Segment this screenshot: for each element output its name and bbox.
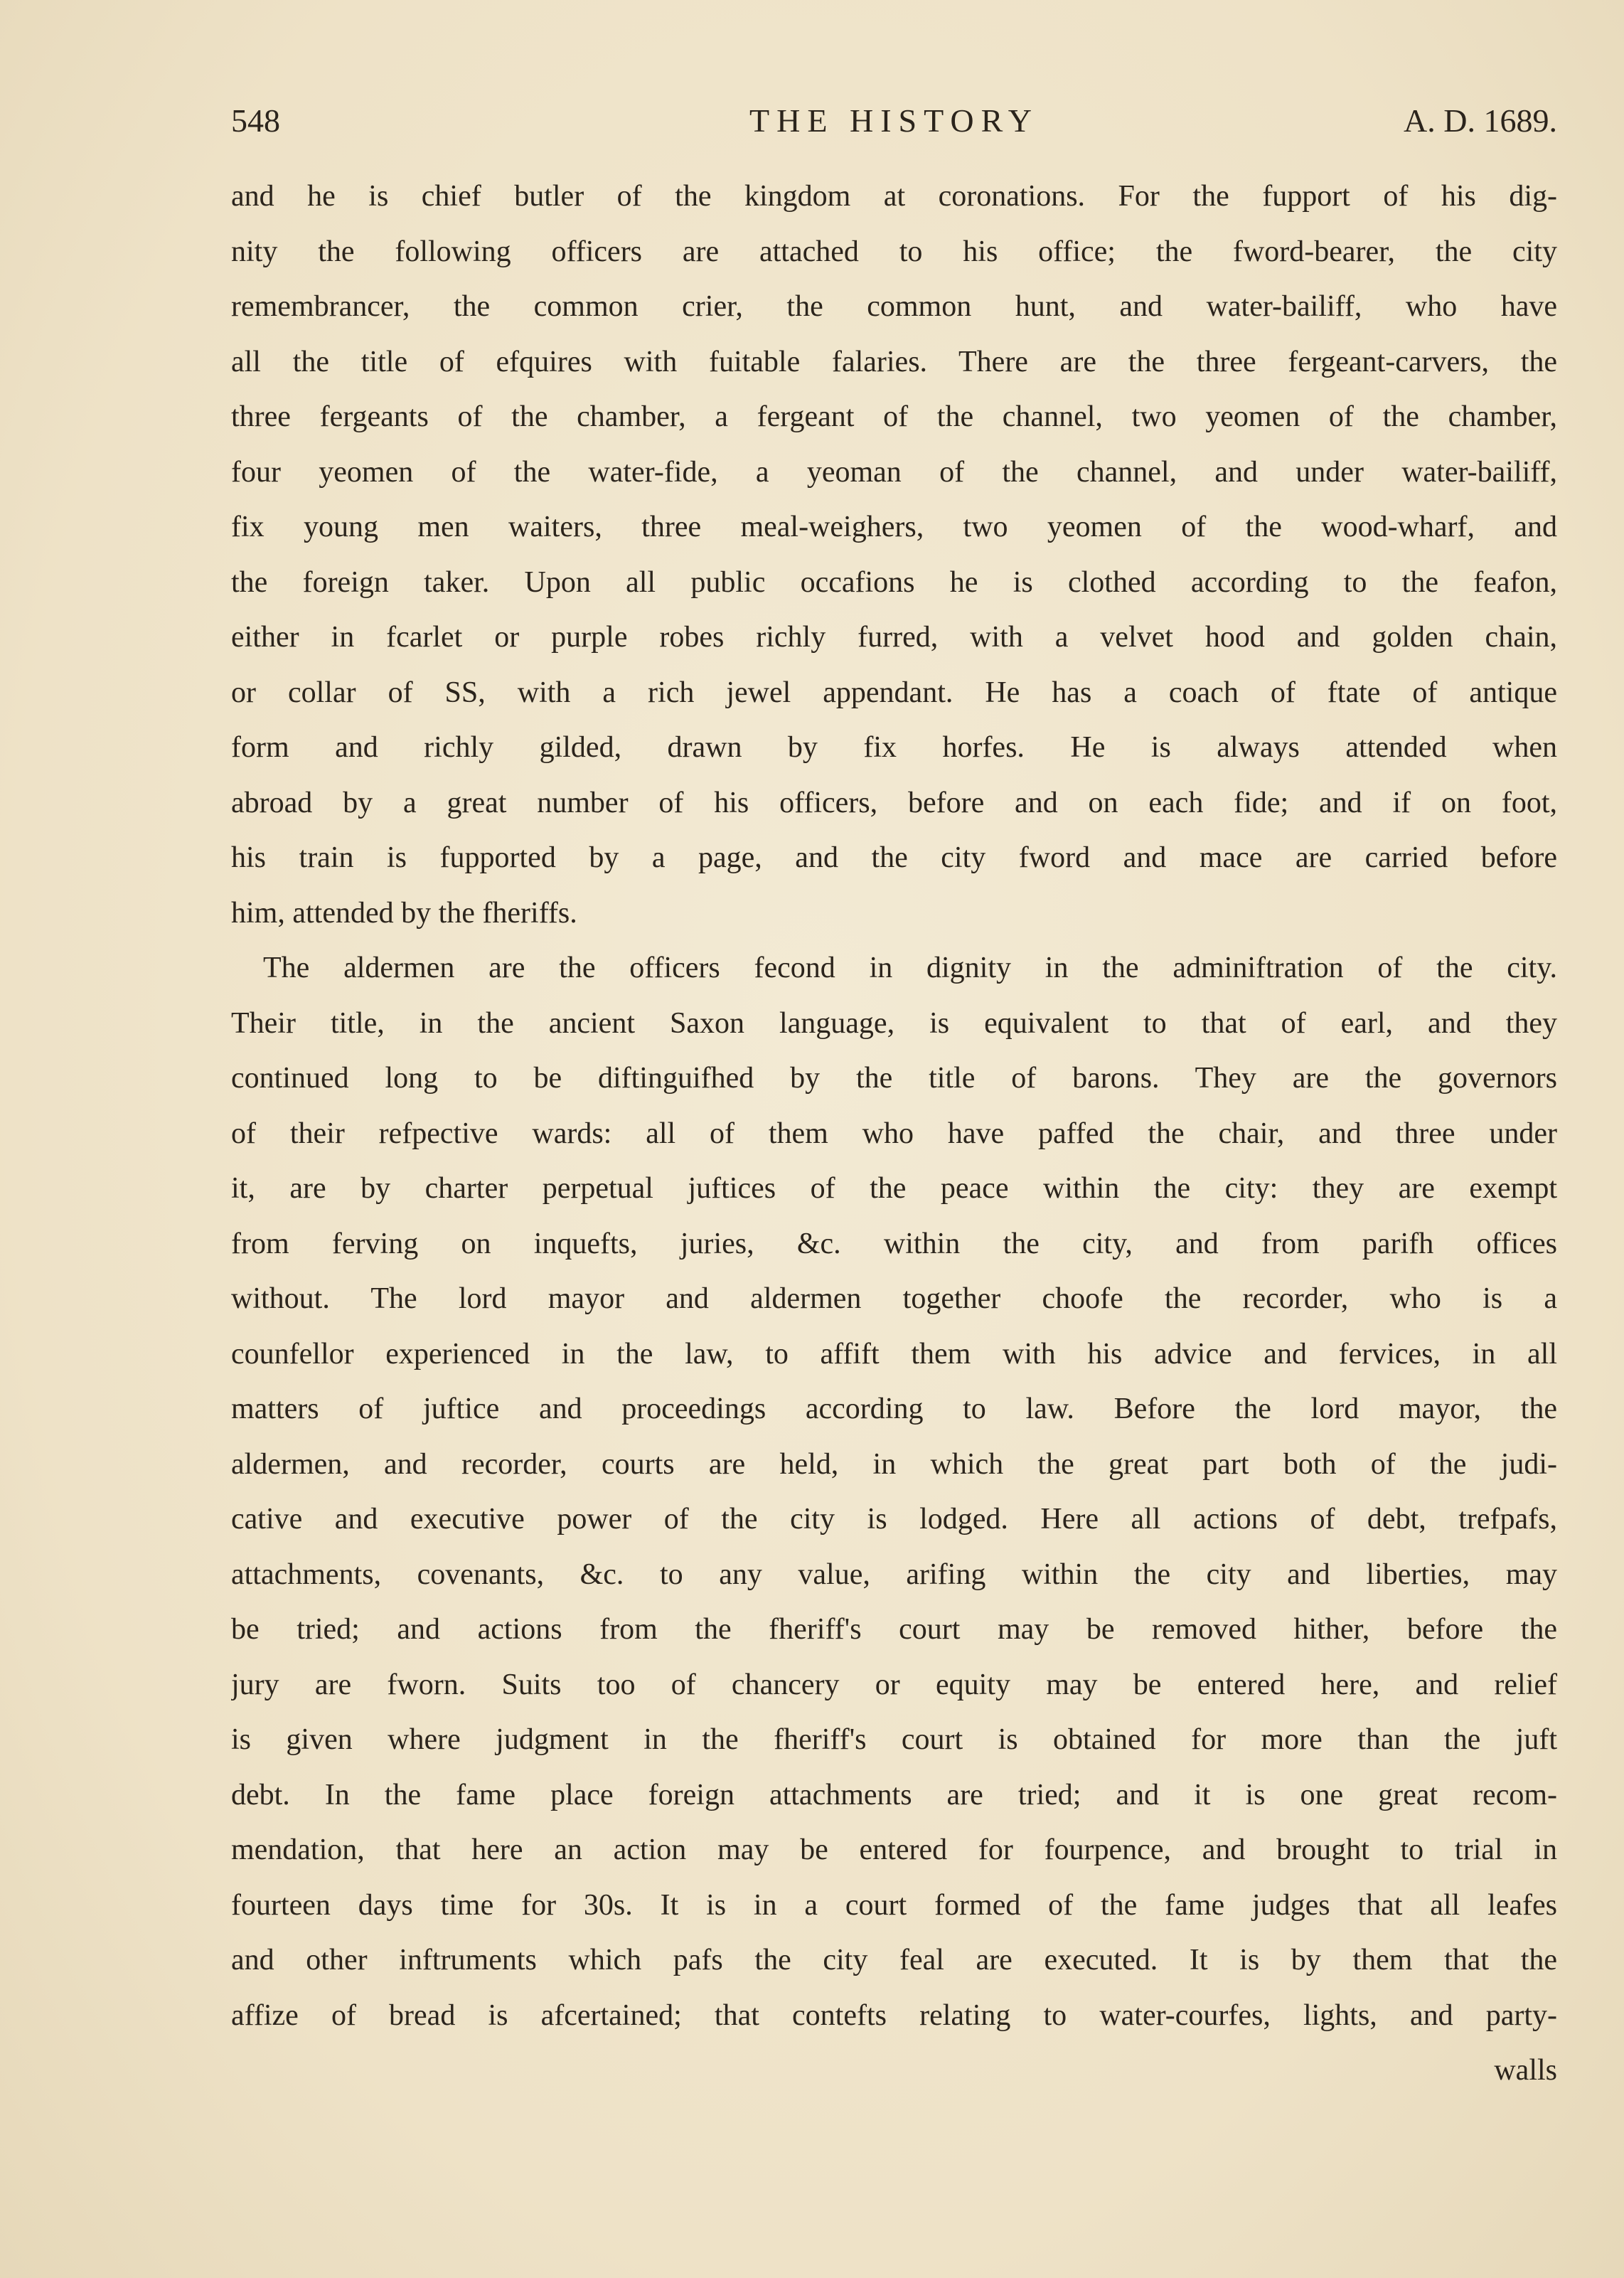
text-line: his train is fupported by a page, and the city fword and mace are carried before (231, 841, 1557, 874)
text-line: fourteen days time for 30s. It is in a court formed of the fame judges that all leafes (231, 1888, 1557, 1922)
text-line: abroad by a great number of his officers, before and on each fide; and if on foot, (231, 786, 1557, 819)
text-line: or collar of SS, with a rich jewel appendant. He has a coach of ftate of antique (231, 676, 1557, 709)
text-line: without. The lord mayor and aldermen together choofe the recorder, who is a (231, 1282, 1557, 1315)
text-line: affize of bread is afcertained; that contefts relating to water-courfes, lights, and party- (231, 1998, 1557, 2032)
text-line: continued long to be diftinguifhed by the title of barons. They are the governors (231, 1062, 1557, 1095)
text-line: remembrancer, the common crier, the common hunt, and water-bailiff, who have (231, 290, 1557, 323)
running-title: THE HISTORY (749, 102, 1039, 139)
text-line: three fergeants of the chamber, a fergeant of the channel, two yeomen of the chamber, (231, 400, 1557, 433)
text-line: the foreign taker. Upon all public occafions he is clothed according to the feafon, (231, 565, 1557, 599)
text-line: it, are by charter perpetual juftices of the peace within the city: they are exempt (231, 1172, 1557, 1205)
text-line: The aldermen are the officers fecond in dignity in the adminiftration of the city. (263, 952, 1557, 984)
text-line: nity the following officers are attached to his office; the fword-bearer, the city (231, 235, 1557, 268)
text-line: cative and executive power of the city is lodged. Here all actions of debt, trefpafs, (231, 1503, 1557, 1535)
body-text (231, 169, 1557, 2099)
text-line: aldermen, and recorder, courts are held, in which the great part both of the judi- (231, 1447, 1557, 1481)
text-line: and he is chief butler of the kingdom at coronations. For the fupport of his dig- (231, 180, 1557, 213)
text-line: and other inftruments which pafs the city feal are executed. It is by them that the (231, 1944, 1557, 1976)
text-line: matters of juftice and proceedings according to law. Before the lord mayor, the (231, 1393, 1557, 1425)
text-line: debt. In the fame place foreign attachments are tried; and it is one great recom- (231, 1778, 1557, 1811)
text-line: from ferving on inquefts, juries, &c. within the city, and from parifh offices (231, 1227, 1557, 1260)
running-header (231, 100, 1557, 142)
year-marker: A. D. 1689. (1404, 102, 1557, 139)
catchword: walls (1494, 2054, 1557, 2087)
text-line: attachments, covenants, &c. to any value, arifing within the city and liberties, may (231, 1558, 1557, 1591)
text-line: fix young men waiters, three meal-weighers, two yeomen of the wood-wharf, and (231, 511, 1557, 543)
text-line: mendation, that here an action may be entered for fourpence, and brought to trial in (231, 1833, 1557, 1866)
text-line: four yeomen of the water-fide, a yeoman of the channel, and under water-bailiff, (231, 455, 1557, 489)
text-line: form and richly gilded, drawn by fix horfes. He is always attended when (231, 731, 1557, 764)
text-line: him, attended by the fheriffs. (231, 896, 577, 930)
page-number: 548 (231, 102, 280, 139)
text-line: counfellor experienced in the law, to affift them with his advice and fervices, in all (231, 1337, 1557, 1370)
text-line: of their refpective wards: all of them who have paffed the chair, and three under (231, 1117, 1557, 1150)
text-line: jury are fworn. Suits too of chancery or equity may be entered here, and relief (231, 1668, 1557, 1701)
text-line: Their title, in the ancient Saxon language, is equivalent to that of earl, and they (231, 1006, 1557, 1040)
text-line: is given where judgment in the fheriff's court is obtained for more than the juft (231, 1723, 1557, 1756)
text-line: be tried; and actions from the fheriff's court may be removed hither, before the (231, 1613, 1557, 1646)
text-line: all the title of efquires with fuitable falaries. There are the three fergeant-carvers, the (231, 345, 1557, 378)
text-line: either in fcarlet or purple robes richly furred, with a velvet hood and golden chain, (231, 621, 1557, 654)
